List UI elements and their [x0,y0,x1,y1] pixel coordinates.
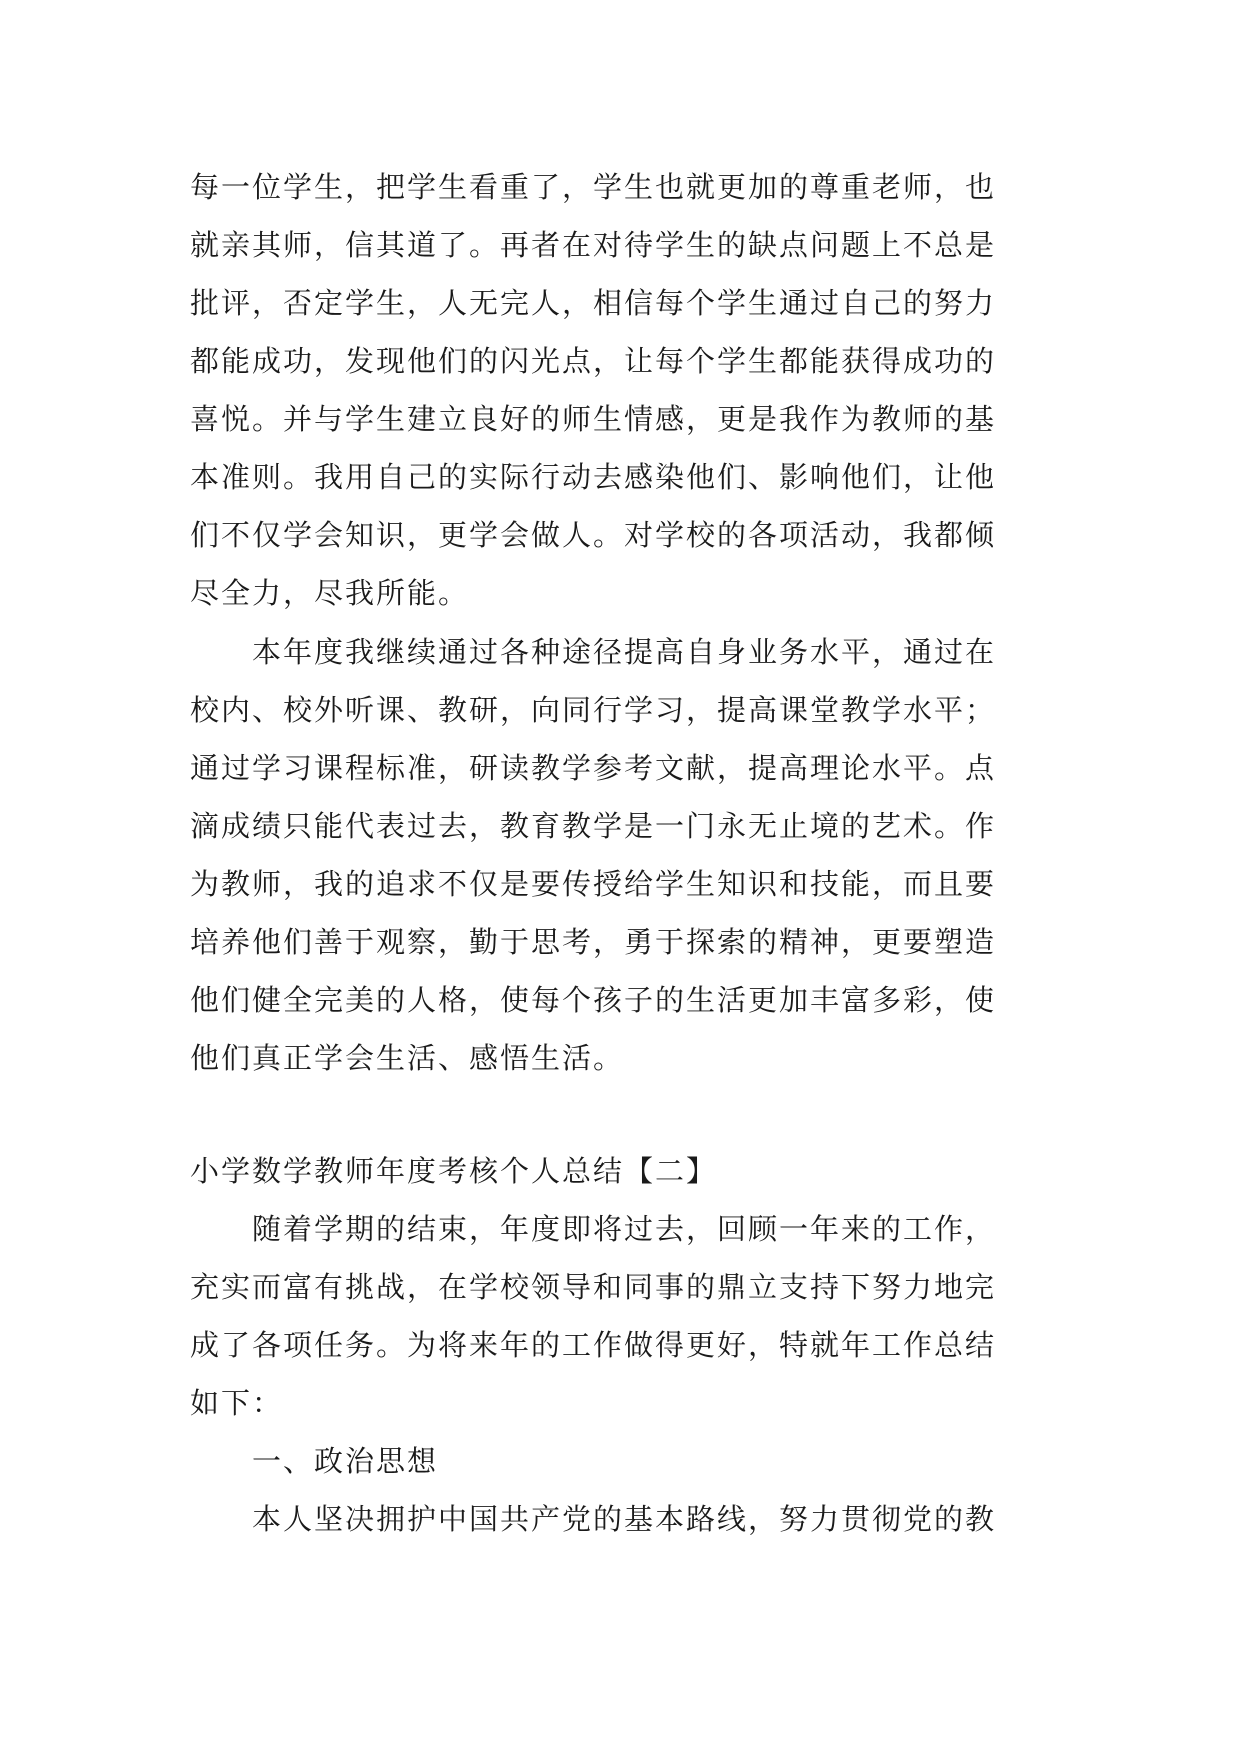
paragraph-line: 培养他们善于观察，勤于思考，勇于探索的精神，更要塑造 [190,925,997,959]
section-heading-text: 小学数学教师年度考核个人总结【二】 [190,1154,718,1188]
paragraph-line: 本人坚决拥护中国共产党的基本路线，努力贯彻党的教 [252,1502,997,1536]
paragraph-line: 如下： [190,1386,284,1420]
paragraph-line: 本准则。我用自己的实际行动去感染他们、影响他们，让他 [190,460,997,494]
paragraph-1 [190,158,1050,622]
paragraph-line: 批评，否定学生，人无完人，相信每个学生通过自己的努力 [190,286,997,320]
section-heading [190,1142,1050,1200]
paragraph-line: 就亲其师，信其道了。再者在对待学生的缺点问题上不总是 [190,228,997,262]
subheading-text: 一、政治思想 [252,1444,439,1478]
paragraph-line: 每一位学生，把学生看重了，学生也就更加的尊重老师，也 [190,170,997,204]
paragraph-3 [190,1200,1050,1432]
paragraph-line: 尽全力，尽我所能。 [190,576,470,610]
paragraph-line: 他们真正学会生活、感悟生活。 [190,1041,625,1075]
paragraph-line: 成了各项任务。为将来年的工作做得更好，特就年工作总结 [190,1328,997,1362]
paragraph-line: 校内、校外听课、教研，向同行学习，提高课堂教学水平； [190,693,997,727]
paragraph-line: 为教师，我的追求不仅是要传授给学生知识和技能，而且要 [190,867,997,901]
paragraph-line: 都能成功，发现他们的闪光点，让每个学生都能获得成功的 [190,344,997,378]
paragraph-line: 们不仅学会知识，更学会做人。对学校的各项活动，我都倾 [190,518,997,552]
paragraph-line: 通过学习课程标准，研读教学参考文献，提高理论水平。点 [190,751,997,785]
paragraph-line: 滴成绩只能代表过去，教育教学是一门永无止境的艺术。作 [190,809,997,843]
paragraph-line: 充实而富有挑战，在学校领导和同事的鼎立支持下努力地完 [190,1270,997,1304]
paragraph-line: 他们健全完美的人格，使每个孩子的生活更加丰富多彩，使 [190,983,997,1017]
paragraph-4 [190,1490,1050,1548]
paragraph-2 [190,623,1050,1087]
paragraph-line: 喜悦。并与学生建立良好的师生情感，更是我作为教师的基 [190,402,997,436]
paragraph-line: 本年度我继续通过各种途径提高自身业务水平，通过在 [252,635,997,669]
paragraph-line: 随着学期的结束，年度即将过去，回顾一年来的工作， [252,1212,997,1246]
subheading [190,1432,1050,1490]
